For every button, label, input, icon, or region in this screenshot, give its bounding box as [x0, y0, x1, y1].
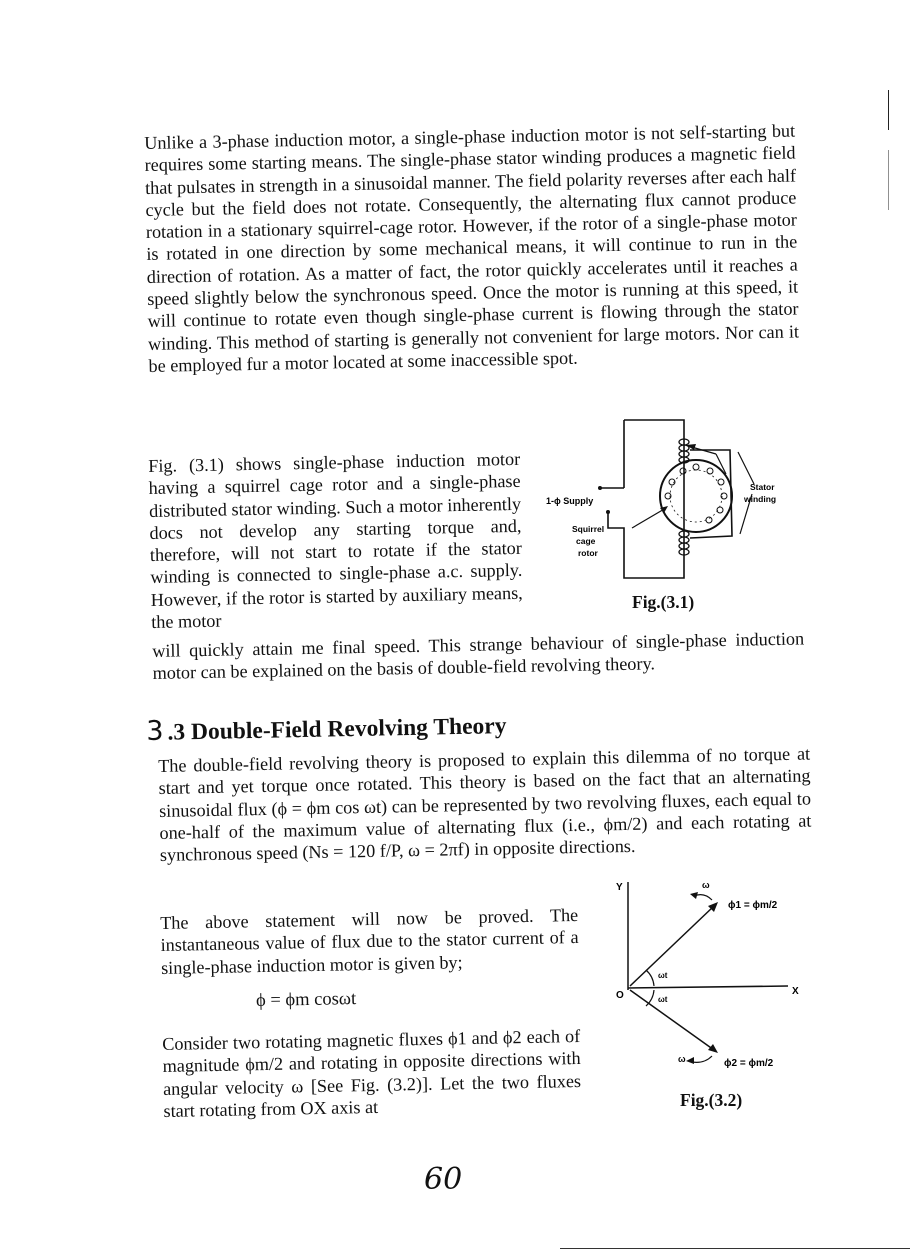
intro-paragraph: Unlike a 3-phase induction motor, a single-phase induction motor is not self-starting but requires some starting means. The single-phase stator winding produces a magnetic field that pulsates in strength in a sinusoidal manner. The field polarity reverses after each half cycle but the field does not rotate. Consequently, the alternating flux cannot produce rotation in a stationary squirrel-cage rotor. However, if the rotor of a single-phase motor is rotated in one direction by some mechanical means, it will continue to run in the direction of rotation. As a matter of fact, the rotor quickly accelerates until it reaches a speed slightly below the synchronous speed. Once the motor is running at this speed, it will continue to rotate even though single-phase current is flowing through the stator winding. This method of starting is generally not convenient for large motors. Nor can it be employed fur a motor located at some inaccessible spot. [144, 120, 800, 376]
phi1-label: ϕ1 = ϕm/2 [728, 900, 778, 911]
bottom-rule [560, 1248, 910, 1249]
theory-paragraph: The double-field revolving theory is proposed to explain this dilemma of no torque at start and yet torque once rotated. This theory is based on the fact that an alternating sinusoidal flux (ϕ = ϕm cos ωt) can be represented by two revolving fluxes, each equal to one-half of the maximum value of alternating flux (i.e., ϕm/2) and each rotating at synchronous speed (Ns = 120 f/P, ω = 2πf) in opposite directions. [158, 743, 812, 866]
rotor-icon [660, 460, 732, 532]
figure1-caption: Fig.(3.1) [632, 592, 695, 612]
section-heading [146, 709, 507, 747]
x-axis-label: X [792, 986, 799, 997]
cage-label: cage [576, 536, 596, 546]
omega-top-label: ω [702, 880, 710, 890]
proof-intro-paragraph: The above statement will now be proved. The instantaneous value of flux due to the stator current of a single-phase induction motor is given by; [160, 904, 579, 978]
section-number: 3 [146, 715, 164, 747]
page-number: 60 [424, 1162, 463, 1197]
rotating-fluxes-paragraph: Consider two rotating magnetic fluxes ϕ1 and ϕ2 each of magnitude ϕm/2 and rotating in opposite directions with angular velocity ω [See Fig. (3.2)]. Let the two fluxes start rotating from OX axis at [162, 1025, 582, 1121]
wt-bottom-label: ωt [658, 995, 668, 1004]
winding-label: winding [744, 494, 777, 504]
right-edge-mark-lower [888, 150, 889, 210]
phi2-label: ϕ2 = ϕm/2 [724, 1058, 774, 1069]
flux-equation: ϕ = ϕm cosωt [255, 989, 357, 1011]
supply-label: 1-ϕ Supply [546, 496, 594, 506]
figure-description-continuation: will quickly attain me final speed. This strange behaviour of single-phase induction motor can be explained on the basis of double-field revolving theory. [152, 628, 805, 684]
figure2-caption: Fig.(3.2) [680, 1090, 743, 1110]
origin-label: O [616, 990, 624, 1001]
section-title: .3 Double-Field Revolving Theory [167, 713, 507, 746]
stator-label: Stator [750, 482, 775, 492]
right-edge-mark [888, 90, 889, 130]
motor-diagram [540, 418, 800, 588]
y-axis-label: Y [616, 882, 623, 893]
wt-top-label: ωt [658, 971, 668, 980]
omega-bottom-label: ω [678, 1054, 686, 1064]
rotor-label: rotor [578, 548, 598, 558]
squirrel-label: Squirrel [572, 524, 605, 534]
figure-description-paragraph: Fig. (3.1) shows single-phase induction motor having a squirrel cage rotor and a single-phase distributed stator winding. Such a motor inherently docs not develop any starting torque and, therefore, will not start to rotate if the stator winding is connected to single-phase a.c. supply. However, if the rotor is started by auxiliary means, the motor [148, 448, 523, 633]
phasor-diagram [606, 872, 816, 1072]
